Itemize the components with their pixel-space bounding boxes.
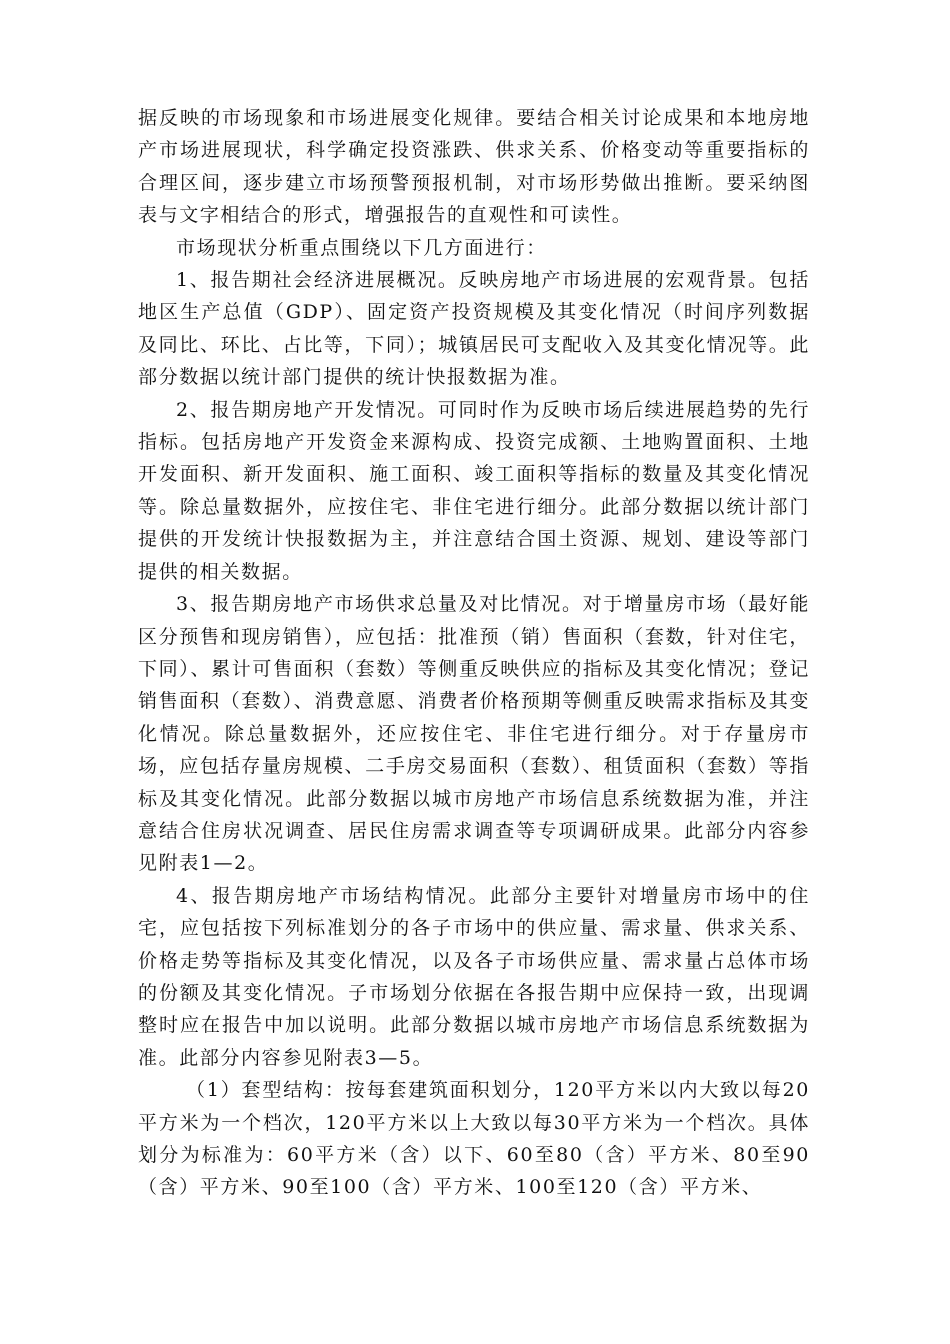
paragraph-item-1: 1、报告期社会经济进展概况。反映房地产市场进展的宏观背景。包括地区生产总值（GDP）、固定资产投资规模及其变化情况（时间序列数据及同比、环比、占比等，下同）；城镇居民可支配收入及其变化情况等。此部分数据以统计部门提供的统计快报数据为准。 <box>138 269 810 389</box>
paragraph-subitem-1: （1）套型结构：按每套建筑面积划分，120平方米以内大致以每20平方米为一个档次，120平方米以上大致以每30平方米为一个档次。具体划分为标准为：60平方米（含）以下、60至80（含）平方米、80至90（含）平方米、90至100（含）平方米、100至120（含）平方米、 <box>138 1079 810 1199</box>
paragraph-item-3: 3、报告期房地产市场供求总量及对比情况。对于增量房市场（最好能区分预售和现房销售），应包括：批准预（销）售面积（套数，针对住宅，下同）、累计可售面积（套数）等侧重反映供应的指标及其变化情况；登记销售面积（套数）、消费意愿、消费者价格预期等侧重反映需求指标及其变化情况。除总量数据外，还应按住宅、非住宅进行细分。对于存量房市场，应包括存量房规模、二手房交易面积（套数）、租赁面积（套数）等指标及其变化情况。此部分数据以城市房地产市场信息系统数据为准，并注意结合住房状况调查、居民住房需求调查等专项调研成果。此部分内容参见附表1—2。 <box>138 593 810 875</box>
paragraph-item-4: 4、报告期房地产市场结构情况。此部分主要针对增量房市场中的住宅，应包括按下列标准划分的各子市场中的供应量、需求量、供求关系、价格走势等指标及其变化情况，以及各子市场供应量、需求量占总体市场的份额及其变化情况。子市场划分依据在各报告期中应保持一致，出现调整时应在报告中加以说明。此部分数据以城市房地产市场信息系统数据为准。此部分内容参见附表3—5。 <box>138 884 810 1069</box>
paragraph-continuation: 据反映的市场现象和市场进展变化规律。要结合相关讨论成果和本地房地产市场进展现状，科学确定投资涨跌、供求关系、价格变动等重要指标的合理区间，逐步建立市场预警预报机制，对市场形势做出推断。要采纳图表与文字相结合的形式，增强报告的直观性和可读性。 <box>138 107 810 227</box>
paragraph-intro: 市场现状分析重点围绕以下几方面进行： <box>176 236 547 259</box>
paragraph-item-2: 2、报告期房地产开发情况。可同时作为反映市场后续进展趋势的先行指标。包括房地产开发资金来源构成、投资完成额、土地购置面积、土地开发面积、新开发面积、施工面积、竣工面积等指标的数量及其变化情况等。除总量数据外，应按住宅、非住宅进行细分。此部分数据以统计部门提供的开发统计快报数据为主，并注意结合国土资源、规划、建设等部门提供的相关数据。 <box>138 398 810 583</box>
document-body <box>138 102 810 1204</box>
